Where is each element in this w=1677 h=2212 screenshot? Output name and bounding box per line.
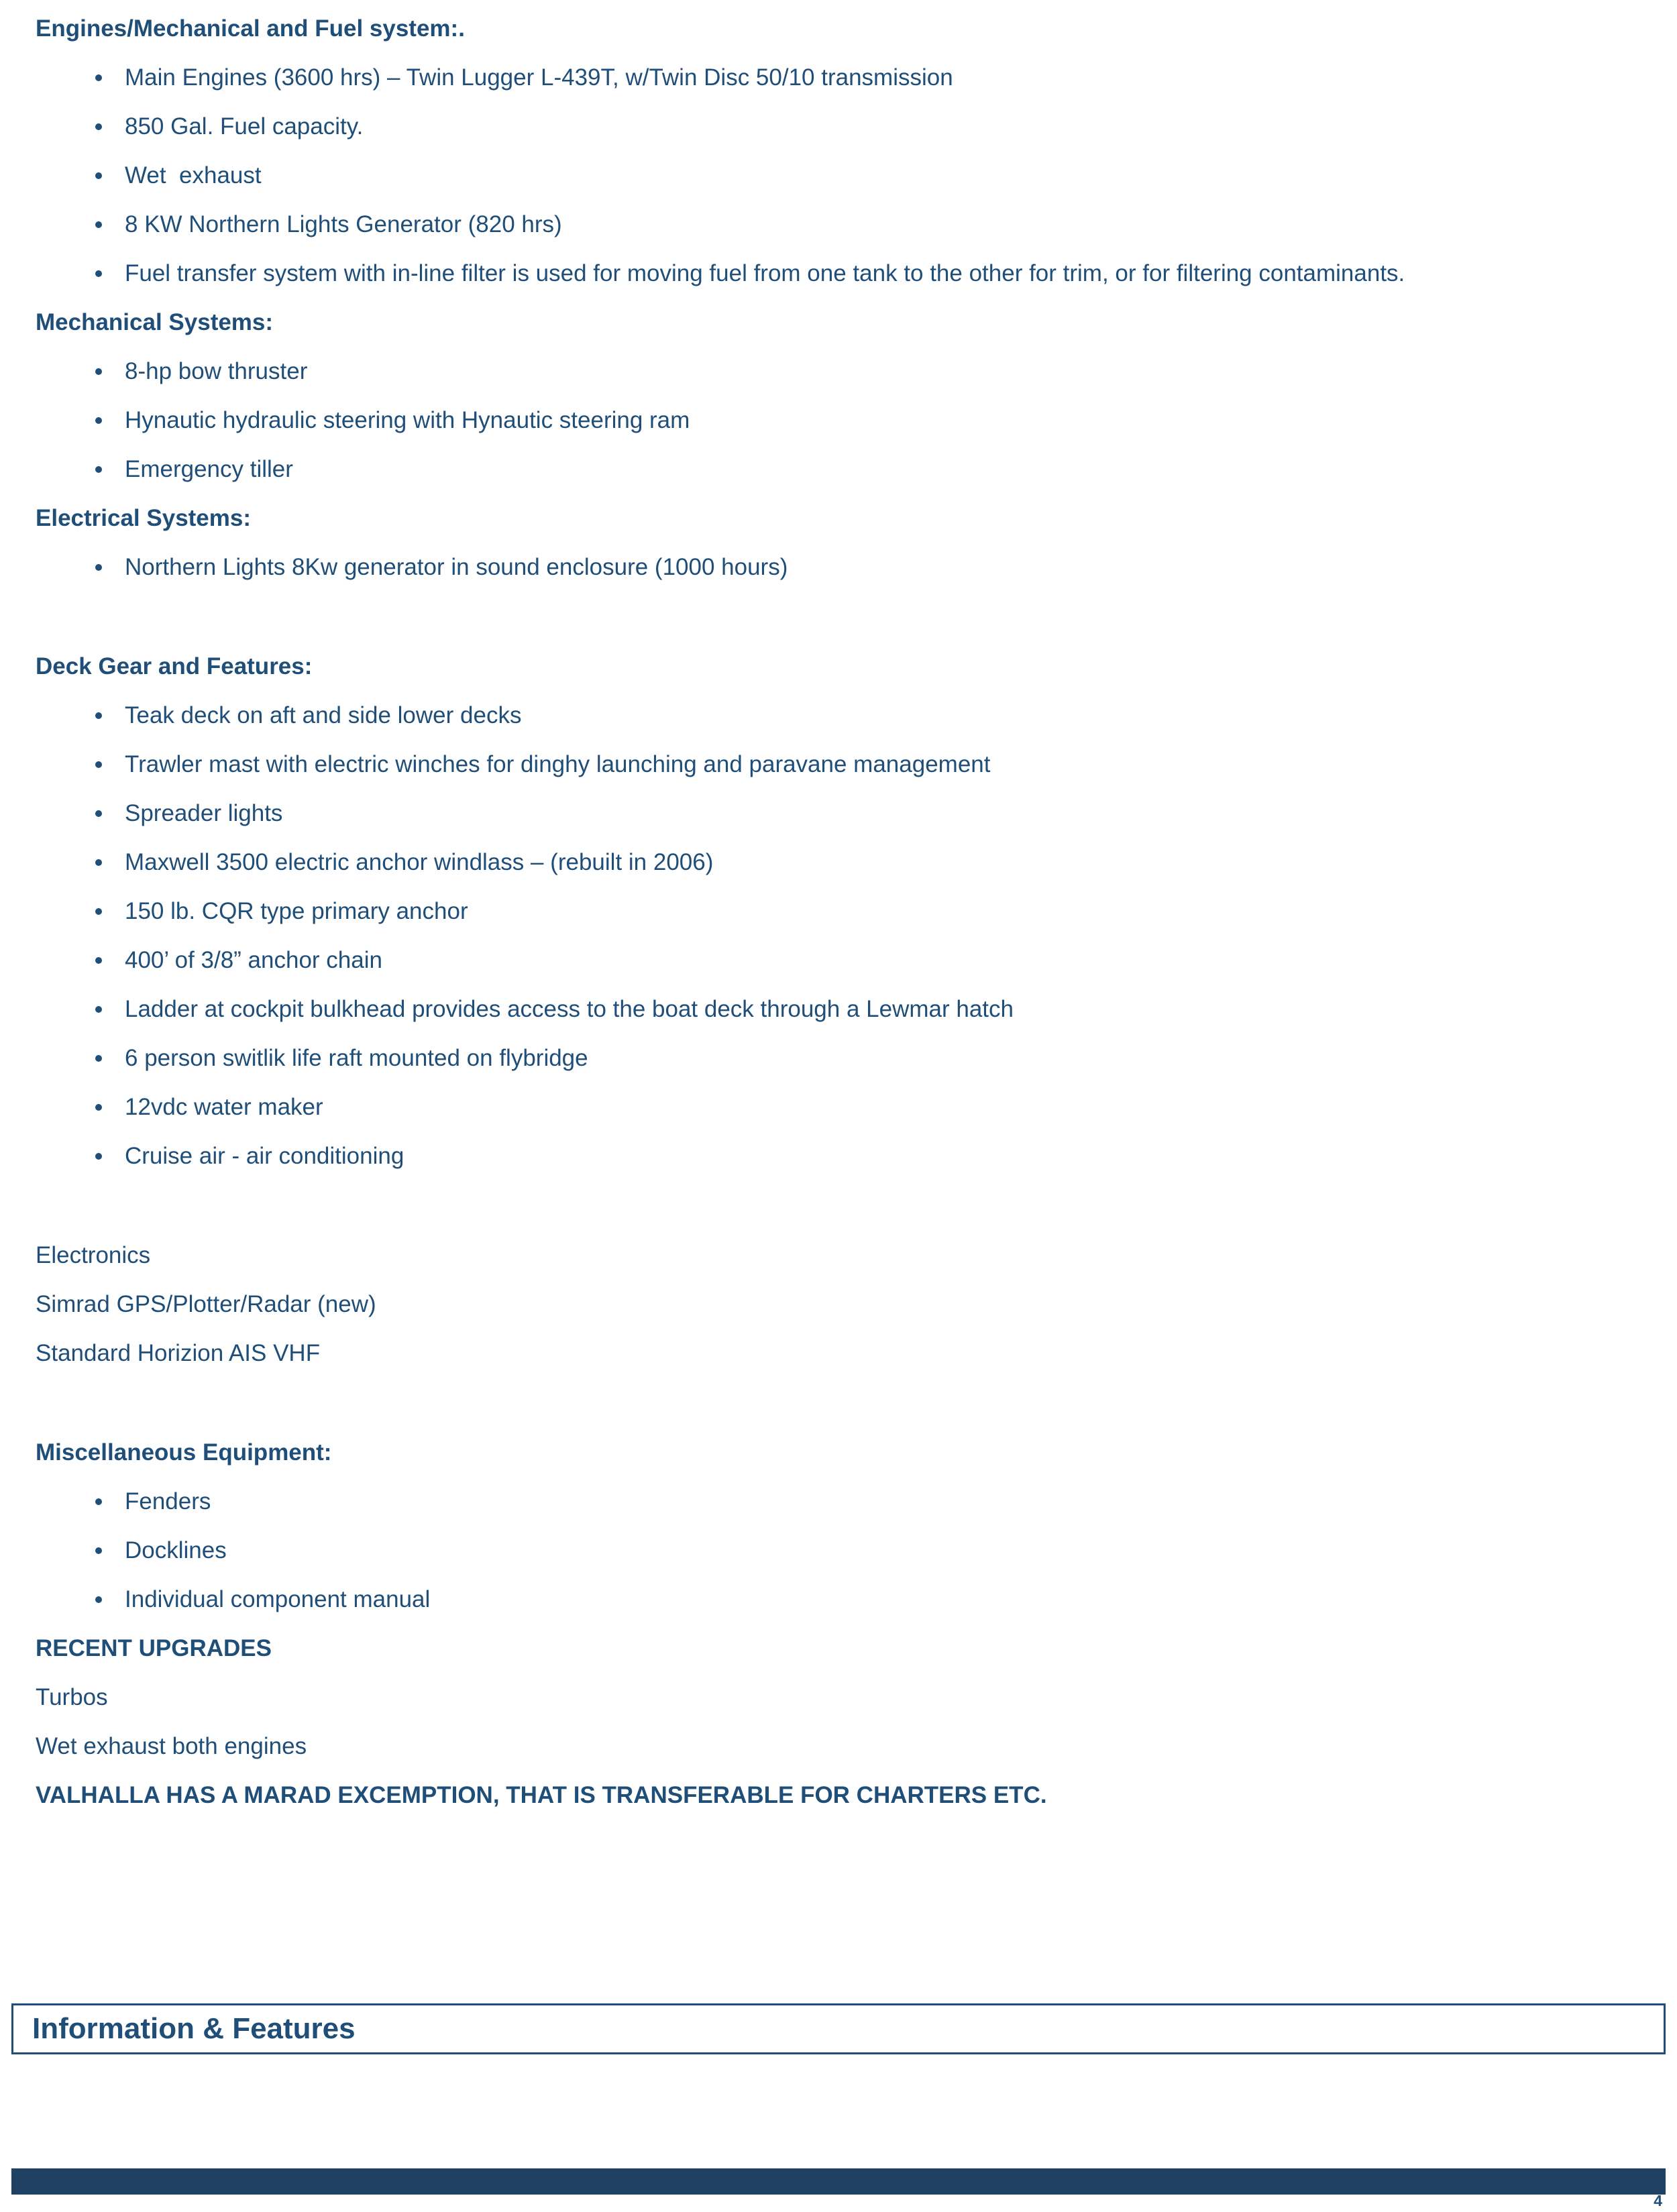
paragraph: Electronics bbox=[36, 1242, 151, 1268]
info-features-title: Information & Features bbox=[32, 2012, 356, 2045]
list-item-text: Main Engines (3600 hrs) – Twin Lugger L-439T, w/Twin Disc 50/10 transmission bbox=[125, 64, 953, 91]
list-item-text: 850 Gal. Fuel capacity. bbox=[125, 113, 364, 140]
list-item bbox=[36, 842, 1640, 882]
info-features-box bbox=[11, 2003, 1666, 2054]
list-item-text: 400’ of 3/8” anchor chain bbox=[125, 947, 382, 973]
list-item-text: 12vdc water maker bbox=[125, 1094, 323, 1120]
bullet-icon bbox=[95, 58, 125, 97]
list-item bbox=[36, 1038, 1640, 1078]
bullet-icon bbox=[95, 940, 125, 980]
bullet-icon bbox=[95, 891, 125, 931]
list-item bbox=[36, 1136, 1640, 1176]
bottom-bar bbox=[11, 2168, 1666, 2195]
list-item-text: Individual component manual bbox=[125, 1586, 431, 1612]
bullet-list bbox=[36, 547, 1640, 587]
list-item bbox=[36, 696, 1640, 735]
list-item-text: 8 KW Northern Lights Generator (820 hrs) bbox=[125, 211, 562, 237]
bullet-icon bbox=[95, 1136, 125, 1176]
list-item bbox=[36, 547, 1640, 587]
section-spacer bbox=[36, 596, 1640, 647]
list-item bbox=[36, 1531, 1640, 1570]
list-item bbox=[36, 449, 1640, 489]
section-heading: Deck Gear and Features: bbox=[36, 653, 313, 679]
list-item bbox=[36, 254, 1640, 293]
section-spacer bbox=[36, 1382, 1640, 1433]
section-heading: Miscellaneous Equipment: bbox=[36, 1439, 332, 1466]
bullet-icon bbox=[95, 696, 125, 735]
section-heading: RECENT UPGRADES bbox=[36, 1635, 272, 1661]
section-heading: Engines/Mechanical and Fuel system:. bbox=[36, 15, 465, 42]
section-spacer bbox=[36, 1185, 1640, 1235]
list-item-text: Docklines bbox=[125, 1537, 227, 1563]
list-item-text: Teak deck on aft and side lower decks bbox=[125, 702, 522, 728]
list-item-text: Ladder at cockpit bulkhead provides access to the boat deck through a Lewmar hatch bbox=[125, 996, 1014, 1022]
list-item bbox=[36, 1087, 1640, 1127]
list-item-text: Trawler mast with electric winches for dinghy launching and paravane management bbox=[125, 751, 991, 777]
list-item-text: Spreader lights bbox=[125, 800, 283, 826]
list-item bbox=[36, 156, 1640, 195]
list-item-text: Northern Lights 8Kw generator in sound enclosure (1000 hours) bbox=[125, 554, 788, 580]
list-item bbox=[36, 989, 1640, 1029]
paragraph: Simrad GPS/Plotter/Radar (new) bbox=[36, 1291, 376, 1317]
bullet-list bbox=[36, 351, 1640, 489]
list-item bbox=[36, 940, 1640, 980]
bullet-icon bbox=[95, 107, 125, 146]
list-item-text: 6 person switlik life raft mounted on flybridge bbox=[125, 1045, 588, 1071]
bullet-icon bbox=[95, 449, 125, 489]
list-item bbox=[36, 400, 1640, 440]
bullet-icon bbox=[95, 1531, 125, 1570]
list-item-text: Maxwell 3500 electric anchor windlass – (rebuilt in 2006) bbox=[125, 849, 714, 875]
list-item bbox=[36, 1580, 1640, 1619]
list-item bbox=[36, 107, 1640, 146]
bullet-icon bbox=[95, 1580, 125, 1619]
list-item-text: Fenders bbox=[125, 1488, 211, 1514]
list-item bbox=[36, 744, 1640, 784]
list-item-text: Wet exhaust bbox=[125, 162, 262, 188]
bullet-list bbox=[36, 1482, 1640, 1619]
section-heading: Electrical Systems: bbox=[36, 505, 252, 531]
bullet-icon bbox=[95, 400, 125, 440]
bullet-icon bbox=[95, 1482, 125, 1521]
bullet-icon bbox=[95, 1038, 125, 1078]
bullet-icon bbox=[95, 793, 125, 833]
section-heading: VALHALLA HAS A MARAD EXCEMPTION, THAT IS TRANSFERABLE FOR CHARTERS ETC. bbox=[36, 1782, 1047, 1808]
bullet-list bbox=[36, 58, 1640, 293]
list-item-text: 150 lb. CQR type primary anchor bbox=[125, 898, 468, 924]
list-item bbox=[36, 205, 1640, 244]
bullet-icon bbox=[95, 156, 125, 195]
list-item-text: Fuel transfer system with in-line filter is used for moving fuel from one tank to the other for trim, or for filtering contaminants. bbox=[125, 260, 1405, 286]
list-item bbox=[36, 351, 1640, 391]
bullet-icon bbox=[95, 989, 125, 1029]
list-item bbox=[36, 58, 1640, 97]
bullet-icon bbox=[95, 842, 125, 882]
section-heading: Mechanical Systems: bbox=[36, 309, 274, 335]
bullet-icon bbox=[95, 254, 125, 293]
bullet-icon bbox=[95, 351, 125, 391]
paragraph: Wet exhaust both engines bbox=[36, 1733, 307, 1759]
paragraph: Turbos bbox=[36, 1684, 108, 1710]
list-item bbox=[36, 1482, 1640, 1521]
list-item-text: Cruise air - air conditioning bbox=[125, 1143, 404, 1169]
list-item-text: 8-hp bow thruster bbox=[125, 358, 308, 384]
page-number: 4 bbox=[1654, 2192, 1662, 2209]
paragraph: Standard Horizion AIS VHF bbox=[36, 1340, 321, 1366]
list-item bbox=[36, 793, 1640, 833]
list-item-text: Emergency tiller bbox=[125, 456, 293, 482]
list-item bbox=[36, 891, 1640, 931]
bullet-icon bbox=[95, 547, 125, 587]
bullet-list bbox=[36, 696, 1640, 1176]
bullet-icon bbox=[95, 1087, 125, 1127]
bullet-icon bbox=[95, 744, 125, 784]
list-item-text: Hynautic hydraulic steering with Hynautic steering ram bbox=[125, 407, 690, 433]
bullet-icon bbox=[95, 205, 125, 244]
